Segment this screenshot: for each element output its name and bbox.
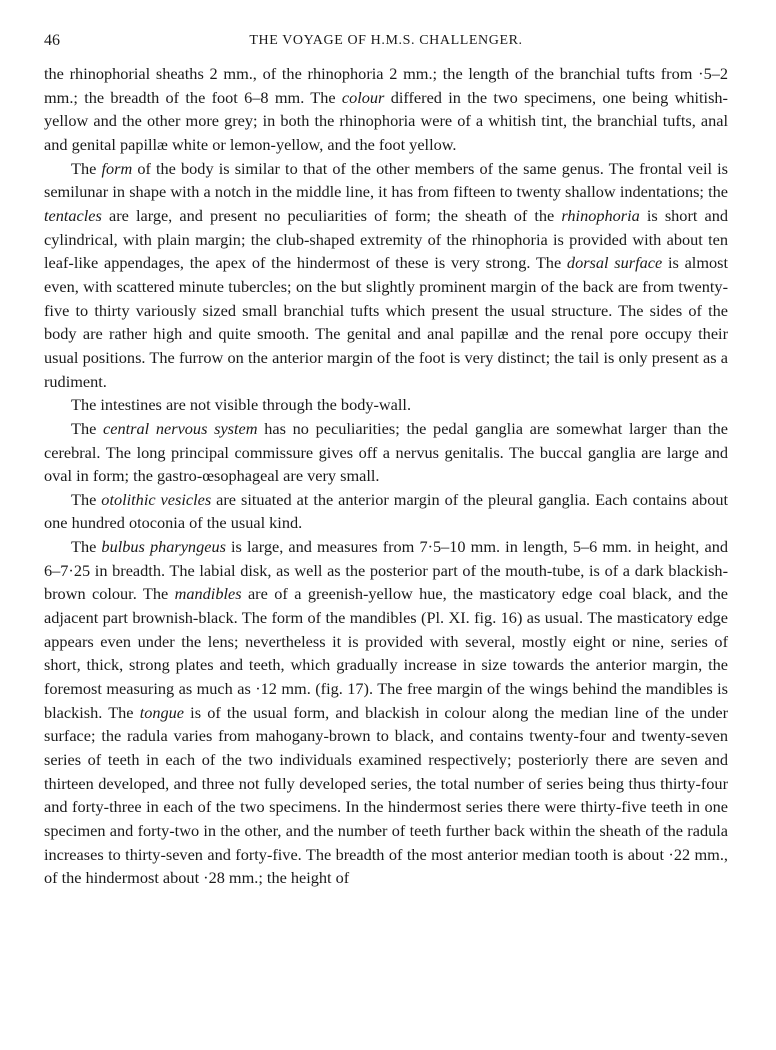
text-run: The bbox=[71, 537, 102, 557]
text-run: is of the usual form, and blackish in colour along the median line of the under surface; the radula varies from mahogany-brown to black, and contains twenty-four and twenty-seven series of teeth in each of the two individuals examined respectively; posteriorly there are seven and thirteen developed, and three not fully developed series, the total number of series being thus thirty-four and forty-three in each of the two specimens. In the hindermost series there were thirty-five teeth in one specimen and forty-two in the other, and the number of teeth further back within the sheath of the radula increases to thirty-seven and forty-five. The breadth of the most anterior median tooth is about ·22 mm., of the hindermost about ·28 mm.; the height of bbox=[44, 702, 728, 888]
paragraph bbox=[44, 488, 728, 535]
italic-term: mandibles bbox=[174, 584, 242, 604]
text-run: are large, and present no peculiarities of form; the sheath of the bbox=[101, 205, 562, 225]
text-run: the rhinophorial sheaths 2 mm., of the rhinophoria 2 mm.; the length of the branchial tufts from ·5–2 mm.; the breadth of the foot 6–8 mm. The bbox=[44, 64, 728, 107]
paragraph bbox=[44, 62, 728, 157]
page-header bbox=[44, 32, 728, 62]
italic-term: tongue bbox=[139, 702, 184, 722]
text-run: The bbox=[71, 158, 102, 178]
italic-term: central nervous system bbox=[103, 418, 258, 438]
text-run: The bbox=[71, 489, 102, 509]
text-run: is short and cylindrical, with plain margin; the club-shaped extremity of the rhinophoria is provided with about ten leaf-like appendages, the apex of the hindermost of these is very strong. The bbox=[44, 205, 729, 273]
text-run: has no peculiarities; the pedal ganglia are somewhat larger than the cerebral. The long principal commissure gives off a nervus genitalis. The buccal ganglia are large and oval in form; the gastro-œsophageal are very small. bbox=[44, 418, 728, 486]
book-page bbox=[44, 32, 728, 890]
body-text bbox=[44, 62, 728, 890]
paragraph bbox=[44, 393, 728, 417]
text-run: of the body is similar to that of the other members of the same genus. The frontal veil is semilunar in shape with a notch in the middle line, it has from fifteen to twenty shallow indentations; the bbox=[44, 158, 728, 202]
text-run: are situated at the anterior margin of the pleural ganglia. Each contains about one hundred otoconia of the usual kind. bbox=[44, 489, 729, 533]
text-run: The intestines are not visible through the body-wall. bbox=[71, 395, 412, 415]
italic-term: tentacles bbox=[44, 205, 102, 225]
text-run: differed in the two specimens, one being whitish-yellow and the other more grey; in both the rhinophoria were of a whitish tint, the branchial tufts, anal and genital papillæ white or lemon-yellow, and the foot yellow. bbox=[44, 87, 728, 154]
italic-term: colour bbox=[341, 87, 385, 107]
text-run: are of a greenish-yellow hue, the masticatory edge coal black, and the adjacent part brownish-black. The form of the mandibles (Pl. XI. fig. 16) as usual. The masticatory edge appears even under the lens; nevertheless it is provided with several, mostly eight or nine, series of short, thick, strong plates and teeth, which gradually increase in size towards the anterior margin, the foremost measuring as much as ·12 mm. (fig. 17). The free margin of the wings behind the mandibles is blackish. The bbox=[44, 584, 728, 722]
italic-term: otolithic vesicles bbox=[101, 489, 212, 509]
italic-term: form bbox=[101, 158, 133, 178]
paragraph bbox=[44, 417, 728, 488]
text-run: is large, and measures from 7·5–10 mm. in length, 5–6 mm. in height, and 6–7·25 in breadth. The labial disk, as well as the posterior part of the mouth-tube, is of a dark blackish-brown colour. The bbox=[44, 537, 728, 604]
text-run: is almost even, with scattered minute tubercles; on the but slightly prominent margin of the back are from twenty-five to thirty variously sized small branchial tufts which present the usual structure. The sides of the body are rather high and quite smooth. The genital and anal papillæ and the renal pore occupy their usual positions. The furrow on the anterior margin of the foot is very distinct; the tail is only present as a rudiment. bbox=[44, 253, 728, 391]
text-run: The bbox=[71, 418, 104, 438]
paragraph bbox=[44, 157, 728, 394]
page-number: 46 bbox=[44, 32, 60, 49]
italic-term: bulbus pharyngeus bbox=[101, 537, 226, 557]
paragraph bbox=[44, 535, 728, 890]
italic-term: rhinophoria bbox=[561, 205, 640, 225]
running-title: THE VOYAGE OF H.M.S. CHALLENGER. bbox=[249, 33, 523, 48]
italic-term: dorsal surface bbox=[566, 253, 663, 273]
